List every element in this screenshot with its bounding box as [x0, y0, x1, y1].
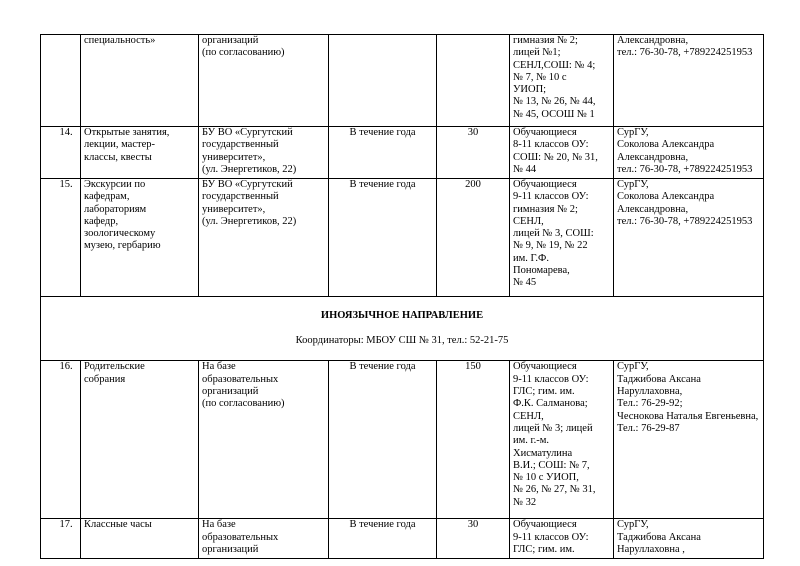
contact-person: СурГУ, Таджибова Аксана Наруллаховна ,	[614, 519, 764, 559]
participant-count	[437, 35, 510, 127]
row-number: 17.	[41, 519, 81, 559]
event-name: Родительские собрания	[81, 361, 199, 519]
table-row	[41, 361, 764, 519]
contact-person: СурГУ, Таджибова Аксана Наруллаховна, Тел.: 76-29-92; Чеснокова Наталья Евгеньевна, Тел.: 76-29-87	[614, 361, 764, 519]
participants: Обучающиеся 9-11 классов ОУ: ГЛС; гим. им.	[510, 519, 614, 559]
contact-person: Александровна, тел.: 76-30-78, +789224251953	[614, 35, 764, 127]
event-period: В течение года	[329, 127, 437, 179]
section-header-row	[41, 297, 764, 361]
table-row	[41, 179, 764, 297]
event-organization: На базе образовательных организаций	[199, 519, 329, 559]
row-number: 15.	[41, 179, 81, 297]
event-name: Открытые занятия, лекции, мастер- классы, квесты	[81, 127, 199, 179]
event-organization: БУ ВО «Сургутский государственный университет», (ул. Энергетиков, 22)	[199, 179, 329, 297]
event-name: Классные часы	[81, 519, 199, 559]
event-period: В течение года	[329, 179, 437, 297]
event-name: специальность»	[81, 35, 199, 127]
event-period: В течение года	[329, 519, 437, 559]
participants: гимназия № 2; лицей №1; СЕНЛ,СОШ: № 4; № 7, № 10 с УИОП; № 13, № 26, № 44, № 45, ОСОШ № 1	[510, 35, 614, 127]
participants: Обучающиеся 9-11 классов ОУ: ГЛС; гим. им. Ф.К. Салманова; СЕНЛ, лицей № 3; лицей им. г.-м. Хисматулина В.И.; СОШ: № 7, № 10 с УИОП, № 26, № 27, № 31, № 32	[510, 361, 614, 519]
row-number	[41, 35, 81, 127]
event-period: В течение года	[329, 361, 437, 519]
event-period	[329, 35, 437, 127]
row-number: 16.	[41, 361, 81, 519]
event-organization: БУ ВО «Сургутский государственный университет», (ул. Энергетиков, 22)	[199, 127, 329, 179]
contact-person: СурГУ, Соколова Александра Александровна, тел.: 76-30-78, +789224251953	[614, 127, 764, 179]
contact-person: СурГУ, Соколова Александра Александровна, тел.: 76-30-78, +789224251953	[614, 179, 764, 297]
participant-count: 30	[437, 127, 510, 179]
section-header	[41, 297, 764, 361]
table-row	[41, 519, 764, 559]
participant-count: 150	[437, 361, 510, 519]
row-number: 14.	[41, 127, 81, 179]
participant-count: 30	[437, 519, 510, 559]
participants: Обучающиеся 9-11 классов ОУ: гимназия № 2; СЕНЛ, лицей № 3, СОШ: № 9, № 19, № 22 им. Г.Ф. Пономарева, № 45	[510, 179, 614, 297]
event-name: Экскурсии по кафедрам, лабораториям кафедр, зоологическому музею, гербарию	[81, 179, 199, 297]
section-coordinators: Координаторы: МБОУ СШ № 31, тел.: 52-21-75	[295, 334, 509, 346]
participant-count: 200	[437, 179, 510, 297]
section-title: ИНОЯЗЫЧНОЕ НАПРАВЛЕНИЕ	[320, 310, 484, 322]
participants: Обучающиеся 8-11 классов ОУ: СОШ: № 20, № 31, № 44	[510, 127, 614, 179]
table-row	[41, 35, 764, 127]
event-organization: организаций (по согласованию)	[199, 35, 329, 127]
table-row	[41, 127, 764, 179]
events-table	[40, 34, 764, 559]
event-organization: На базе образовательных организаций (по согласованию)	[199, 361, 329, 519]
